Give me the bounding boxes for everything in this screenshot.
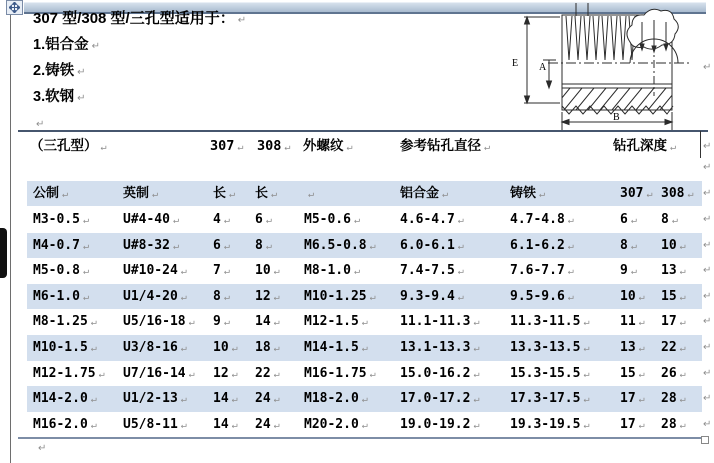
table-cell: 13 ↵	[620, 340, 645, 355]
paragraph-mark: ↵	[361, 419, 368, 431]
table-cell: M14-2.0 ↵	[33, 391, 97, 407]
paragraph-mark: ↵	[473, 394, 480, 406]
paragraph-mark: ↵	[77, 67, 86, 78]
doc-title: 307 型/308 型/三孔型适用于：	[33, 10, 235, 27]
header-ref-drill-dia: 参考钻孔直径 ↵	[400, 138, 491, 154]
paragraph-mark: ↵	[172, 240, 179, 252]
table-cell: 7.4-7.5 ↵	[400, 263, 464, 279]
paragraph-mark: ↵	[703, 393, 712, 405]
paragraph-mark: ↵	[679, 317, 686, 329]
subheader-imperial: 英制 ↵	[123, 186, 159, 201]
paragraph-mark: ↵	[36, 119, 45, 130]
diagram-label-a: A	[539, 62, 547, 73]
paragraph-mark: ↵	[638, 291, 645, 303]
subheader-depth-308: 308 ↵	[661, 186, 694, 201]
paragraph-mark: ↵	[369, 240, 376, 252]
paragraph-mark: ↵	[473, 317, 480, 329]
header-drill-depth: 钻孔深度 ↵	[613, 138, 677, 154]
table-cell: M6.5-0.8 ↵	[304, 237, 376, 253]
header-307: 307 ↵	[210, 138, 244, 154]
paragraph-mark: ↵	[180, 419, 187, 431]
subheader-cast-iron: 铸铁 ↵	[510, 186, 546, 201]
table-cell: 22 ↵	[661, 340, 686, 355]
paragraph-mark: ↵	[473, 343, 480, 354]
paragraph-mark: ↵	[630, 215, 637, 226]
table-cell: M12-1.75 ↵	[33, 365, 105, 381]
paragraph-mark: ↵	[679, 266, 686, 278]
table-cell: 24 ↵	[255, 391, 280, 407]
paragraph-mark: ↵	[188, 368, 195, 380]
list-item-cast-iron: 2.铸铁	[33, 63, 75, 79]
table-cell: 26 ↵	[661, 365, 686, 381]
paragraph-mark: ↵	[353, 266, 360, 278]
paragraph-mark: ↵	[188, 317, 195, 329]
paragraph-mark: ↵	[703, 214, 712, 225]
table-cell: U7/16-14 ↵	[123, 365, 195, 381]
table-cell: 18 ↵	[255, 340, 280, 355]
paragraph-mark: ↵	[273, 343, 280, 354]
paragraph-mark: ↵	[82, 215, 89, 226]
paragraph-mark: ↵	[457, 240, 464, 252]
table-cell: 9 ↵	[620, 263, 637, 279]
paragraph-mark: ↵	[703, 239, 712, 251]
table-cell: 6 ↵	[620, 212, 637, 227]
external-thread-lines	[566, 16, 635, 60]
paragraph-mark: ↵	[231, 419, 238, 431]
table-cell: 4 ↵	[213, 212, 230, 227]
table-cell: 12 ↵	[255, 288, 280, 304]
paragraph-mark: ↵	[583, 419, 590, 431]
paragraph-mark: ↵	[679, 419, 686, 431]
table-cell: 14 ↵	[213, 416, 238, 432]
paragraph-mark: ↵	[273, 291, 280, 303]
paragraph-mark: ↵	[457, 291, 464, 303]
paragraph-mark: ↵	[180, 291, 187, 303]
paragraph-mark: ↵	[231, 368, 238, 380]
paragraph-mark: ↵	[273, 266, 280, 278]
diagram-label-e: E	[512, 58, 519, 69]
paragraph-mark: ↵	[223, 266, 230, 278]
paragraph-mark: ↵	[567, 291, 574, 303]
table-cell: M10-1.5 ↵	[33, 340, 97, 355]
table-cell: M5-0.6 ↵	[304, 212, 360, 227]
table-cell: 10 ↵	[620, 288, 645, 304]
table-border-top	[18, 130, 708, 132]
list-item-soft-steel: 3.软钢	[33, 89, 75, 105]
paragraph-mark: ↵	[630, 240, 637, 252]
subheader-depth-307: 307 ↵	[620, 186, 653, 201]
table-sub-header-row	[27, 181, 702, 206]
paragraph-mark: ↵	[90, 343, 97, 354]
table-cell: U1/2-13 ↵	[123, 391, 187, 407]
table-cell: 8 ↵	[213, 288, 230, 304]
table-cell: 9 ↵	[213, 314, 230, 330]
table-cell: 4.6-4.7 ↵	[400, 212, 464, 227]
paragraph-mark: ↵	[82, 291, 89, 303]
paragraph-mark: ↵	[38, 443, 47, 454]
table-cell: 6.0-6.1 ↵	[400, 237, 464, 253]
paragraph-mark: ↵	[180, 343, 187, 354]
table-cell: 17.3-17.5 ↵	[510, 391, 590, 407]
paragraph-mark: ↵	[369, 291, 376, 303]
paragraph-mark: ↵	[90, 394, 97, 406]
subheader-len-308: 长 ↵	[255, 186, 278, 201]
table-cell: U#8-32 ↵	[123, 237, 179, 253]
paragraph-mark: ↵	[473, 419, 480, 431]
intro-block	[33, 6, 246, 136]
table-row	[27, 284, 702, 310]
table-cell: 28 ↵	[661, 391, 686, 407]
paragraph-mark: ↵	[361, 343, 368, 354]
paragraph-mark: ↵	[457, 215, 464, 226]
table-cell: U1/4-20 ↵	[123, 288, 187, 304]
paragraph-mark: ↵	[703, 62, 712, 73]
paragraph-mark: ↵	[638, 368, 645, 380]
table-cell: 11 ↵	[620, 314, 645, 330]
table-cell: U#10-24 ↵	[123, 263, 187, 279]
table-cell: 15 ↵	[620, 365, 645, 381]
table-cell: 9.5-9.6 ↵	[510, 288, 574, 304]
table-cell: U#4-40 ↵	[123, 212, 179, 227]
paragraph-mark: ↵	[583, 368, 590, 380]
paragraph-mark: ↵	[703, 162, 712, 173]
table-cell: M18-2.0 ↵	[304, 391, 368, 407]
subheader-len-307: 长 ↵	[213, 186, 236, 201]
paragraph-mark: ↵	[703, 290, 712, 302]
paragraph-mark: ↵	[223, 291, 230, 303]
paragraph-mark: ↵	[679, 368, 686, 380]
paragraph-mark: ↵	[583, 343, 590, 354]
table-cell: 7 ↵	[213, 263, 230, 279]
table-cell: 11.1-11.3 ↵	[400, 314, 480, 330]
table-cell: 6.1-6.2 ↵	[510, 237, 574, 253]
paragraph-mark: ↵	[172, 215, 179, 226]
paragraph-mark: ↵	[679, 343, 686, 354]
table-row	[27, 412, 702, 438]
paragraph-mark: ↵	[703, 141, 712, 152]
table-cell: M14-1.5 ↵	[304, 340, 368, 355]
list-item	[33, 58, 246, 84]
paragraph-mark: ↵	[567, 215, 574, 226]
table-cell: 15.0-16.2 ↵	[400, 365, 480, 381]
paragraph-mark: ↵	[703, 367, 712, 379]
paragraph-mark: ↵	[703, 342, 712, 353]
paragraph-mark: ↵	[98, 368, 105, 380]
paragraph-mark: ↵	[90, 419, 97, 431]
table-cell: U5/8-11 ↵	[123, 416, 187, 432]
table-cell: 22 ↵	[255, 365, 280, 381]
header-type: （三孔型） ↵	[30, 138, 107, 154]
left-scroll-tab[interactable]	[0, 228, 7, 278]
list-item	[33, 32, 246, 58]
table-cell: M4-0.7 ↵	[33, 237, 89, 253]
paragraph-mark: ↵	[353, 215, 360, 226]
table-cell: 12 ↵	[213, 365, 238, 381]
table-cell: M5-0.8 ↵	[33, 263, 89, 279]
paragraph-mark: ↵	[82, 240, 89, 252]
paragraph-mark: ↵	[638, 394, 645, 406]
diagram-label-b: B	[613, 112, 620, 123]
table-cell: 17 ↵	[661, 314, 686, 330]
doc-title-line	[33, 6, 246, 32]
table-resize-handle[interactable]	[701, 436, 709, 444]
table-border-bottom	[18, 437, 703, 439]
table-row	[27, 233, 702, 259]
paragraph-mark: ↵	[237, 15, 247, 26]
table-cell: 7.6-7.7 ↵	[510, 263, 574, 279]
paragraph-mark: ↵	[703, 418, 712, 430]
paragraph-mark: ↵	[679, 291, 686, 303]
header-308: 308 ↵	[257, 138, 291, 154]
paragraph-mark: ↵	[90, 317, 97, 329]
table-cell: 24 ↵	[255, 416, 280, 432]
table-cell: 14 ↵	[213, 391, 238, 407]
table-cell: M8-1.0 ↵	[304, 263, 360, 279]
table-group-header-row	[0, 133, 714, 160]
paragraph-mark: ↵	[82, 266, 89, 278]
paragraph-mark: ↵	[231, 343, 238, 354]
paragraph-mark: ↵	[273, 419, 280, 431]
paragraph-mark: ↵	[265, 240, 272, 252]
table-cell: M10-1.25 ↵	[304, 288, 376, 304]
subheader-empty: ↵	[308, 189, 315, 200]
table-cell: M12-1.5 ↵	[304, 314, 368, 330]
paragraph-mark: ↵	[679, 394, 686, 406]
paragraph-mark: ↵	[223, 317, 230, 329]
table-cell: 17 ↵	[620, 391, 645, 407]
paragraph-mark: ↵	[567, 240, 574, 252]
paragraph-mark: ↵	[273, 394, 280, 406]
paragraph-mark: ↵	[703, 188, 712, 199]
paragraph-mark: ↵	[638, 419, 645, 431]
table-cell: 8 ↵	[255, 237, 272, 253]
paragraph-mark: ↵	[223, 240, 230, 252]
table-cell: 14 ↵	[255, 314, 280, 330]
table-row	[27, 309, 702, 335]
table-cell: 6 ↵	[255, 212, 272, 227]
table-cell: 15.3-15.5 ↵	[510, 365, 590, 381]
table-row	[27, 258, 702, 284]
paragraph-mark: ↵	[703, 265, 712, 277]
paragraph-mark: ↵	[671, 215, 678, 226]
paragraph-mark: ↵	[361, 317, 368, 329]
table-row	[27, 386, 702, 412]
table-cell: 17 ↵	[620, 416, 645, 432]
subheader-aluminum: 铝合金 ↵	[400, 186, 449, 201]
paragraph-mark: ↵	[223, 215, 230, 226]
paragraph-mark: ↵	[231, 394, 238, 406]
paragraph-mark: ↵	[77, 93, 86, 104]
paragraph-mark: ↵	[473, 368, 480, 380]
table-cell: 8 ↵	[620, 237, 637, 253]
table-cell: 9.3-9.4 ↵	[400, 288, 464, 304]
table-cell: 13 ↵	[661, 263, 686, 279]
table-cell: 19.3-19.5 ↵	[510, 416, 590, 432]
table-cell: 10 ↵	[213, 340, 238, 355]
paragraph-mark: ↵	[638, 343, 645, 354]
paragraph-mark: ↵	[679, 240, 686, 252]
table-cell: U3/8-16 ↵	[123, 340, 187, 355]
paragraph-mark: ↵	[630, 266, 637, 278]
paragraph-mark: ↵	[369, 368, 376, 380]
paragraph-mark: ↵	[180, 394, 187, 406]
table-cell: 8 ↵	[661, 212, 678, 227]
table-cell: M16-1.75 ↵	[304, 365, 376, 381]
table-row	[27, 361, 702, 387]
four-way-arrow-icon	[9, 2, 20, 13]
table-cell: 17.0-17.2 ↵	[400, 391, 480, 407]
table-cell: M16-2.0 ↵	[33, 416, 97, 432]
table-cell: 15 ↵	[661, 288, 686, 304]
list-item-aluminum: 1.铝合金	[33, 37, 89, 53]
paragraph-mark: ↵	[265, 215, 272, 226]
list-item	[33, 84, 246, 110]
page-margin-line	[10, 0, 11, 463]
paragraph-mark: ↵	[638, 317, 645, 329]
table-cell: 10 ↵	[661, 237, 686, 253]
table-row	[27, 207, 702, 233]
subheader-metric: 公制 ↵	[33, 186, 69, 201]
table-cell: M6-1.0 ↵	[33, 288, 89, 304]
paragraph-mark: ↵	[273, 368, 280, 380]
table-row	[27, 335, 702, 361]
table-cell: 4.7-4.8 ↵	[510, 212, 574, 227]
table-cell: M20-2.0 ↵	[304, 416, 368, 432]
table-cell: M3-0.5 ↵	[33, 212, 89, 227]
table-cell: 28 ↵	[661, 416, 686, 432]
table-cell: 11.3-11.5 ↵	[510, 314, 590, 330]
header-ext-thread: 外螺纹 ↵	[303, 138, 353, 154]
paragraph-mark: ↵	[567, 266, 574, 278]
paragraph-mark: ↵	[583, 317, 590, 329]
table-cell: 13.3-13.5 ↵	[510, 340, 590, 355]
paragraph-mark: ↵	[361, 394, 368, 406]
threaded-insert-diagram	[505, 0, 710, 134]
paragraph-mark: ↵	[703, 316, 712, 328]
table-cell: 19.0-19.2 ↵	[400, 416, 480, 432]
paragraph-mark: ↵	[91, 41, 100, 52]
table-cell: U5/16-18 ↵	[123, 314, 195, 330]
table-cell: 10 ↵	[255, 263, 280, 279]
paragraph-mark: ↵	[583, 394, 590, 406]
table-cell: M8-1.25 ↵	[33, 314, 97, 330]
paragraph-mark: ↵	[457, 266, 464, 278]
paragraph-mark: ↵	[273, 317, 280, 329]
table-move-handle-icon[interactable]	[6, 0, 23, 15]
paragraph-mark: ↵	[180, 266, 187, 278]
table-cell: 13.1-13.3 ↵	[400, 340, 480, 355]
table-cell: 6 ↵	[213, 237, 230, 253]
